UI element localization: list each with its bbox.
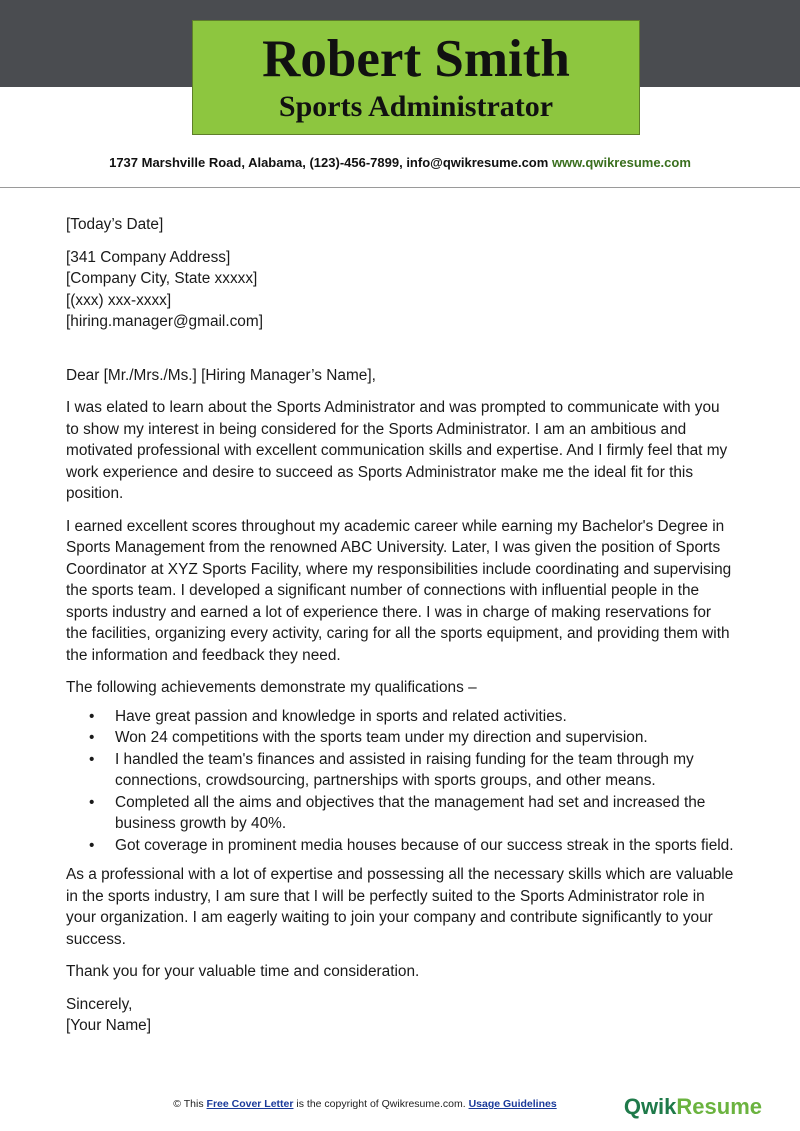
name-box (192, 20, 640, 135)
achievements-list (66, 706, 736, 857)
candidate-title: Sports Administrator (278, 90, 554, 123)
footer-middle: is the copyright of Qwikresume.com. (296, 1098, 466, 1110)
list-item: • Have great passion and knowledge in sports and related activities. (66, 706, 736, 728)
address-line: [hiring.manager@gmail.com] (66, 313, 263, 330)
signature: [Your Name] (66, 1017, 151, 1034)
address-line: [(xxx) xxx-xxxx] (66, 291, 172, 309)
paragraph-intro: I was elated to learn about the Sports Administrator and was prompted to communicate with you to show my interest in being considered for the Sports Administrator. I am an ambitious and motivated professional with excellent communication skills and expertise. And I firmly feel that my work experience and desire to succeed as Sports Administrator make me the ideal fit for this position. (66, 399, 728, 502)
thanks-line: Thank you for your valuable time and consideration. (66, 963, 420, 980)
recipient-address (66, 247, 736, 333)
closing: Sincerely, (66, 995, 133, 1013)
header-divider (0, 187, 800, 188)
candidate-name: Robert Smith (262, 30, 570, 88)
copyright-footer (0, 1098, 730, 1110)
contact-line (0, 155, 800, 170)
salutation: Dear [Mr./Mrs./Ms.] [Hiring Manager’s Name], (66, 366, 376, 384)
letter-date: [Today’s Date] (66, 216, 164, 233)
qwikresume-logo (624, 1094, 762, 1120)
achievements-intro: The following achievements demonstrate my qualifications – (66, 679, 477, 696)
usage-guidelines-link[interactable]: Usage Guidelines (468, 1098, 557, 1110)
logo-part-qwik: Qwik (623, 1094, 677, 1119)
contact-details: 1737 Marshville Road, Alabama, (123)-456-7899, info@qwikresume.com (109, 155, 549, 170)
logo-part-resume: Resume (676, 1094, 762, 1119)
address-line: [Company City, State xxxxx] (66, 270, 258, 287)
free-cover-letter-link[interactable]: Free Cover Letter (206, 1098, 294, 1110)
list-item: • Completed all the aims and objectives that the management had set and increased the business growth by 40%. (66, 792, 736, 835)
footer-prefix: © This (173, 1098, 204, 1110)
list-item: • Won 24 competitions with the sports team under my direction and supervision. (66, 727, 736, 749)
website-link[interactable]: www.qwikresume.com (551, 155, 691, 170)
paragraph-closing: As a professional with a lot of expertise and possessing all the necessary skills which are valuable in the sports industry, I am sure that I will be perfectly suited to the Sports Administrator role in your organization. I am eagerly waiting to join your company and contribute significantly to your success. (66, 866, 734, 948)
list-item: • I handled the team's finances and assisted in raising funding for the team through my connections, crowdsourcing, partnerships with sports groups, and other means. (66, 749, 736, 792)
address-line: [341 Company Address] (66, 248, 231, 266)
list-item: • Got coverage in prominent media houses because of our success streak in the sports field. (66, 835, 736, 857)
paragraph-experience: I earned excellent scores throughout my academic career while earning my Bachelor's Degree in Sports Management from the renowned ABC University. Later, I was given the position of Sports Coordinator at XYZ Sports Facility, where my responsibilities include coordinating and supervising the sports team. I developed a significant number of connections with influential people in the sports industry and earned a lot of experience there. I was in charge of making reservations for the facilities, organizing every activity, caring for all the sports equipment, and providing them with the information and feedback they need. (66, 517, 732, 664)
letter-body (66, 214, 736, 1037)
